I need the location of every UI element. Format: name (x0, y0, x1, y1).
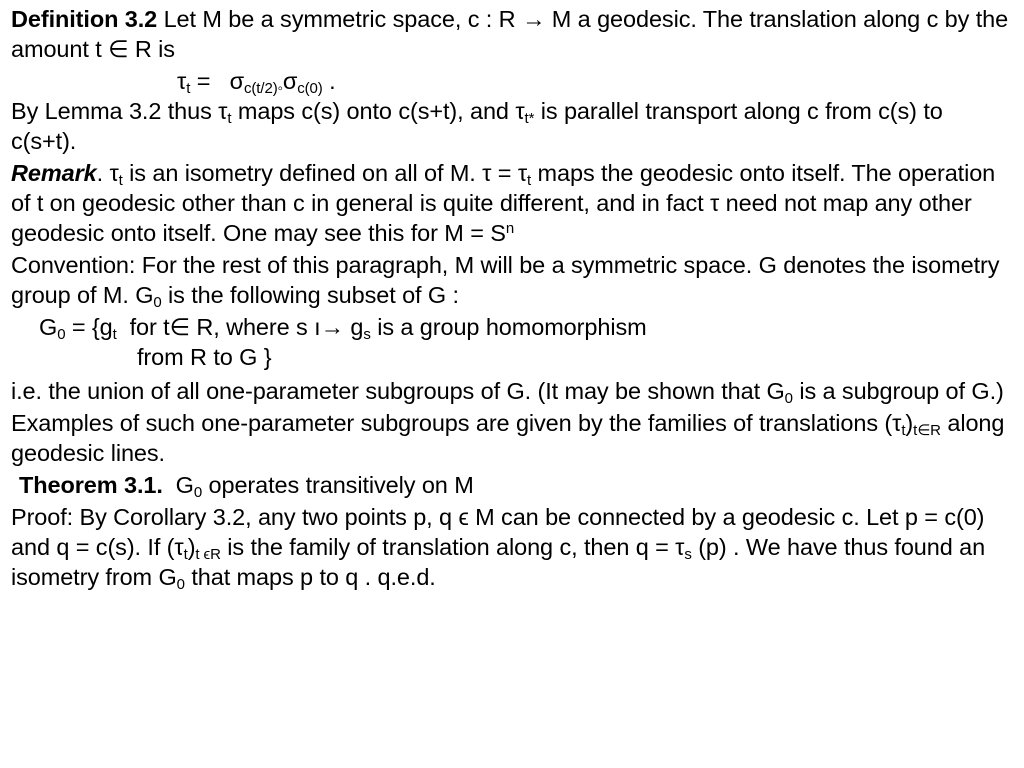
lemma-paragraph: By Lemma 3.2 thus $\tau_t$ maps c(s) onto c(s+t), and $\tau_{t*}$ is parallel transport along c from c(s) to c(s+t). (11, 98, 943, 154)
element-of-symbol: ∈ (169, 314, 190, 340)
definition-paragraph: Definition 3.2 Let M be a symmetric space, c : R → M a geodesic. The translation along c by the amount t ∈ R is (11, 6, 1009, 62)
remark-paragraph: Remark. $\tau_t$ is an isometry defined on all of M. $\tau = \tau_t$ maps the geodesic onto itself. The operation of t on geodesic other than c in general is quite different, and in fact τ need not map any other geodesic onto itself. One may see this for $M = S^n$ (11, 160, 996, 246)
definition-heading: Definition 3.2 (11, 6, 158, 32)
element-of-symbol: ∈ (108, 36, 129, 62)
union-paragraph: i.e. the union of all one-parameter subgroups of G. (It may be shown that $G_0$ is a subgroup of G.) (11, 378, 1004, 407)
arrow-symbol: → (521, 6, 546, 32)
examples-paragraph: Examples of such one-parameter subgroups are given by the families of translations $(\tau_t)_{t\in R}$ along geodesic lines. (11, 410, 1005, 466)
proof-paragraph: Proof: By Corollary 3.2, any two points p, q ϵ M can be connected by a geodesic c. Let p = c(0) and q = c(s). If $(\tau_t)_{t \epsilon R}$ is the family of translation along c, then $q = \tau_s$ (p) . We have thus found an isometry from $G_0$ that maps p to q . q.e.d. (11, 504, 986, 593)
translation-formula: $\tau_t = \sigma_{c(t/2)◦}\sigma_{c(0)}$ . (177, 68, 336, 97)
theorem-heading: Theorem 3.1. (19, 472, 163, 498)
g0-definition-continuation: from R to G } (137, 344, 272, 370)
arrow-symbol: → (320, 314, 344, 340)
theorem-paragraph: Theorem 3.1. $G_0$ operates transitively on M (19, 472, 474, 501)
convention-paragraph: Convention: For the rest of this paragraph, M will be a symmetric space. G denotes the isometry group of M. $G_0$ is the following subset of G : (11, 252, 1000, 311)
g0-definition-formula: $G_0 = \{g_t$ for t∈ R, where s ı→ $g_s$ is a group homomorphism (39, 314, 647, 343)
remark-label: Remark (11, 160, 97, 186)
